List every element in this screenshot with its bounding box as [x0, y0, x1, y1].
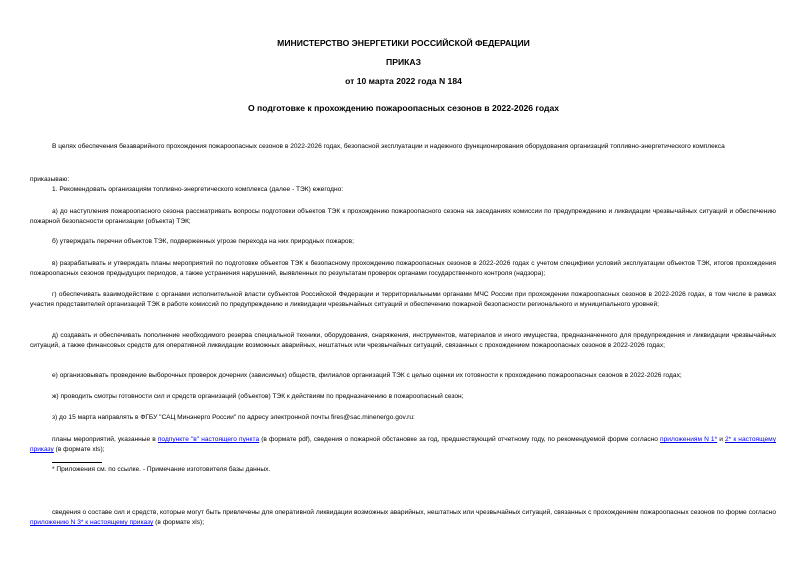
document-type: ПРИКАЗ	[386, 57, 421, 67]
plans-text-2: (в формате pdf), сведения о пожарной обстановке за год, предшествующий отчетному году, по рекомендуемой форме согласно	[259, 436, 661, 443]
link-appendix-1[interactable]: приложениям N 1*	[660, 436, 718, 443]
link-appendix-2[interactable]: 2* к настоящему приказу	[30, 436, 777, 453]
svedeniya-text-1: сведения о составе сил и средств, которые могут быть привлечены для оперативной ликвидации возможных аварийных, нештатных или чрезвычайных ситуаций, связанных с прохождением пожароопасных сезонов по форме согласно	[52, 509, 776, 516]
order-word: приказываю:	[30, 176, 70, 183]
footnote: * Приложения см. по ссылке. - Примечание изготовителя базы данных.	[52, 466, 271, 473]
item-a: а) до наступления пожароопасного сезона рассматривать вопросы подготовки объектов ТЭК к прохождению пожароопасного сезона на заседаниях комиссии по предупреждению и ликвидации чрезвычайных ситуаций и обеспечению пожарной безопасности организации (объекта) ТЭК;	[30, 208, 776, 225]
item-d: д) создавать и обеспечивать пополнение необходимого резерва специальной техники, оборудования, снаряжения, инструментов, материалов и иного имущества, предназначенного для предупреждения и ликвидации чрезвычайных ситуаций, а также финансовых средств для оперативной ликвидации возможных аварийных, нештатных или чрезвычайных ситуаций, связанных с прохождением пожароопасных сезонов в 2022-2026 годах;	[30, 332, 776, 349]
plans-text-1: планы мероприятий, указанные в	[52, 436, 158, 443]
intro-paragraph: В целях обеспечения безаварийного прохождения пожароопасных сезонов в 2022-2026 годах, безопасной эксплуатации и надежного функционирования оборудования организаций топливно-энергетического комплекса	[52, 143, 725, 150]
svedeniya-paragraph	[30, 508, 776, 528]
document-title: О подготовке к прохождению пожароопасных сезонов в 2022-2026 годах	[247, 103, 560, 113]
item-z: з) до 15 марта направлять в ФГБУ "САЦ Минэнерго России" по адресу электронной почты fires@sac.minenergo.gov.ru:	[52, 414, 415, 421]
item-zh: ж) проводить смотры готовности сил и средств организаций (объектов) ТЭК к действиям по предназначению в пожароопасный сезон;	[52, 393, 464, 400]
plans-paragraph	[30, 435, 776, 455]
document-date-number: от 10 марта 2022 года N 184	[345, 76, 462, 86]
link-appendix-3[interactable]: приложению N 3* к настоящему приказу	[30, 519, 154, 526]
item-b: б) утверждать перечни объектов ТЭК, подверженных угрозе перехода на них природных пожаров;	[52, 238, 354, 245]
plans-text-3: и	[717, 436, 726, 443]
item-e: е) организовывать проведение выборочных проверок дочерних (зависимых) обществ, филиалов организаций ТЭК с целью оценки их готовности к прохождению пожароопасных сезонов в 2022-2026 годах;	[52, 372, 682, 379]
plans-text-4: (в формате xls);	[53, 446, 105, 453]
footnote-divider	[52, 462, 102, 463]
ministry-heading: МИНИСТЕРСТВО ЭНЕРГЕТИКИ РОССИЙСКОЙ ФЕДЕРАЦИИ	[277, 38, 530, 48]
item-g: г) обеспечивать взаимодействие с органами исполнительной власти субъектов Российской Федерации и территориальными органами МЧС России при прохождении пожароопасных сезонов в 2022-2026 годах, в том числе в рамках участия представителей организаций ТЭК в работе комиссий по предупреждению и ликвидации чрезвычайных ситуаций и обеспечению пожарной безопасности регионального и муниципального уровней;	[30, 291, 776, 308]
link-subitem-v[interactable]: подпункте "в" настоящего пункта	[157, 436, 260, 443]
item-v: в) разрабатывать и утверждать планы мероприятий по подготовке объектов ТЭК к безопасному прохождению пожароопасных сезонов в 2022-2026 годах с учетом специфики условий эксплуатации объектов ТЭК, итогов прохождения пожароопасных сезонов предыдущих периодов, а также устранения нарушений, выявленных по результатам проверок органами государственного контроля (надзора);	[30, 260, 776, 277]
item-1: 1. Рекомендовать организациям топливно-энергетического комплекса (далее - ТЭК) ежегодно:	[52, 186, 344, 193]
svedeniya-text-2: (в формате xls);	[153, 519, 205, 526]
